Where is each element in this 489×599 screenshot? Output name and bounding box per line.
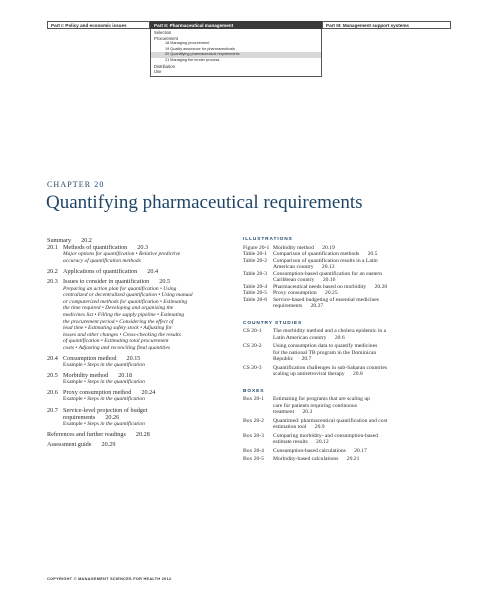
item-title: Service-based budgeting of essential medicines requirements 20.27 [273,296,379,310]
item-code: Box 20-5 [243,456,264,463]
toc-section-20-1[interactable]: 20.1 Methods of quantification 20.3 Major options for quantification • Relative predictive accuracy of quantification methods [47,244,232,264]
toc-section-20-7[interactable]: 20.7 Service-level projection of budget requirements 20.26 Example • Steps in the quantification [47,406,148,427]
item-title: Morbidity method 20.19 [273,244,335,251]
part-2-contents [150,29,322,77]
chapter-label: CHAPTER 20 [47,180,105,189]
item-code: CS 20-1 [243,328,262,335]
toc-section-20-2[interactable]: 20.2 Applications of quantification 20.4 [47,267,159,275]
item-title: The morbidity method and a cholera epidemic in a Latin American country 20.6 [273,328,387,341]
sidebar-lists [243,236,458,463]
item-code: CS 20-3 [243,364,262,371]
illustrations-item[interactable] [243,271,458,284]
part-tabs [47,21,451,29]
illustrations-list [243,245,458,310]
toc-section-20-6[interactable]: 20.6 Proxy consumption method 20.24 Example • Steps in the quantification [47,389,156,403]
item-title: Using consumption data to quantify medicines for the national TB program in the Dominican Republic 20.7 [273,343,378,363]
boxes-heading: BOXES [243,388,265,394]
item-title: Morbidity-based calculations 20.21 [273,456,360,463]
nav-chapter-21[interactable]: 21 Managing the tender process [165,57,220,62]
item-code: Figure 20-1 [243,244,270,251]
item-code: Box 20-2 [243,417,264,424]
toc-references[interactable]: References and further readings 20.28 [47,430,150,438]
item-title: Quantimed: pharmaceutical quantification and cost estimation tool 20.9 [273,417,388,431]
toc-section-20-1-topics: Major options for quantification • Relative predictive accuracy of quantification methods [63,251,181,264]
boxes-list [243,396,458,463]
item-code: Box 20-1 [243,396,264,403]
nav-chapter-19[interactable]: 19 Quality assurance for pharmaceuticals [165,46,235,51]
toc-section-20-3-topics: Preparing an action plan for quantification • Using centralized or decentralized quantification • Using manual or computerized methods for quantification • Estimating the time required • Developing and organizing the medicines list • Filling the supply pipeline • Estimating the procurement period • Considering the effect of lead time • Estimating safety stock • Adjusting for losses and other changes • Cross-checking the results of quantification • Estimating total procurement costs • Adjusting and reconciling final quantities [63,285,193,351]
nav-item-use[interactable]: Use [154,69,162,75]
item-title: Comparison of quantification methods 20.5 [273,251,378,258]
nav-item-procurement[interactable]: Procurement [154,35,178,41]
item-code: Box 20-4 [243,447,264,454]
item-title: Proxy consumption 20.25 [273,290,338,297]
illustrations-item[interactable] [243,258,458,271]
item-code: CS 20-2 [243,343,262,350]
toc-assessment-guide[interactable]: Assessment guide 20.29 [47,441,116,449]
illustrations-item[interactable] [243,297,458,310]
item-code: Table 20-5 [243,290,267,297]
item-code: Table 20-6 [243,296,267,303]
case-studies-item[interactable] [243,343,458,363]
boxes-item[interactable] [243,418,458,431]
part-navigation [47,21,451,77]
item-code: Table 20-4 [243,283,267,290]
item-title: Comparison of quantification results in a Latin American country 20.13 [273,257,378,271]
country-studies-heading: COUNTRY STUDIES [243,320,303,326]
nav-item-distribution[interactable]: Distribution [154,63,175,69]
item-code: Table 20-3 [243,270,267,277]
country-studies-list [243,328,458,378]
part-2-tab[interactable]: Part II: Pharmaceutical management [150,21,322,29]
case-studies-item[interactable] [243,365,458,378]
boxes-item[interactable] [243,396,458,416]
nav-chapter-20-current[interactable]: 20 Quantifying pharmaceutical requirements [151,52,321,58]
item-title: Estimating for programs that are scaling up care for patients requiring continuous treatment 20.3 [273,396,370,416]
item-code: Table 20-1 [243,251,267,258]
toc-section-20-3[interactable]: 20.3 Issues to consider in quantification 20.5 Preparing an action plan for quantification • Using centralized or decentralized quantification • Using manual or computerized methods for quantification • Estimating the time required • Developing and organizing the medicines list • Filling the supply pipeline • Estimating the procurement period • Considering the effect of lead time • Estimating safety stock • Adjusting for losses and other changes • Cross-checking the results of quantification • Estimating total procurement costs • Adjusting and reconciling final quantities [47,278,232,351]
copyright-footer: COPYRIGHT © MANAGEMENT SCIENCES FOR HEALTH 2012 [47,577,172,581]
item-title: Consumption-based calculations 20.17 [273,447,367,454]
part-1-tab[interactable]: Part I: Policy and economic issues [47,21,150,29]
item-title: Comparing morbidity- and consumption-based estimate results 20.12 [273,432,378,446]
table-of-contents [47,237,232,449]
item-title: Consumption-based quantification for an eastern Caribbean country 20.16 [273,270,383,284]
boxes-item[interactable] [243,456,458,463]
item-title: Quantification challenges in sub-Saharan countries scaling up antiretroviral therapy 20.8 [273,364,388,378]
toc-section-20-4[interactable]: 20.4 Consumption method 20.15 Example • Steps in the quantification [47,355,145,369]
chapter-title: Quantifying pharmaceutical requirements [46,192,363,213]
boxes-item[interactable] [243,448,458,455]
toc-section-20-5[interactable]: 20.5 Morbidity method 20.18 Example • Steps in the quantification [47,372,145,386]
case-studies-item[interactable] [243,328,458,341]
boxes-item[interactable] [243,433,458,446]
nav-chapter-18[interactable]: 18 Managing procurement [165,41,210,46]
item-code: Box 20-3 [243,432,264,439]
part-3-tab[interactable]: Part III: Management support systems [322,21,451,29]
item-title: Pharmaceutical needs based on morbidity 20.20 [273,283,388,290]
nav-item-selection[interactable]: Selection [154,30,172,35]
illustrations-heading: ILLUSTRATIONS [243,237,293,242]
toc-summary[interactable]: Summary 20.2 [47,237,92,244]
item-code: Table 20-2 [243,257,267,264]
